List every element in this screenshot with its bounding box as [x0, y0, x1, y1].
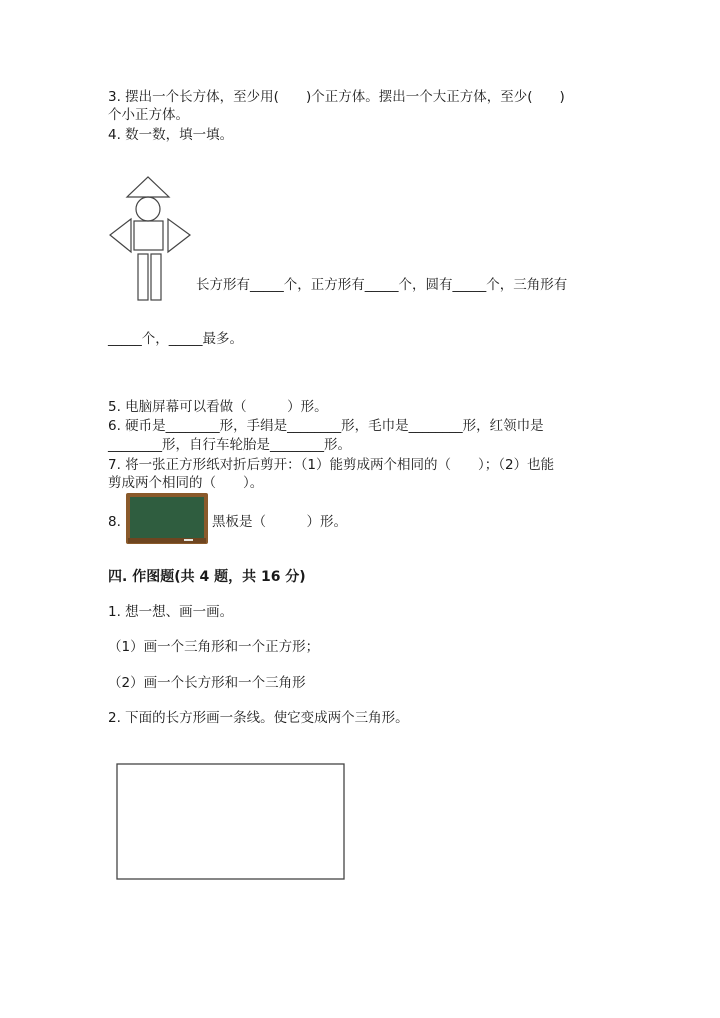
q7-line2: 剪成两个相同的（ ）。 — [108, 475, 264, 491]
drawing-rectangle — [116, 763, 346, 881]
q6-line1: 6. 硬币是________形，手绢是________形，毛巾是________形，红领巾是 — [108, 418, 544, 434]
robot-left-arm-triangle — [110, 219, 131, 252]
section4-heading: 四. 作图题(共 4 题，共 16 分) — [108, 569, 306, 585]
q5-text: 5. 电脑屏幕可以看做（ ）形。 — [108, 399, 328, 415]
robot-right-leg-rectangle — [151, 254, 161, 300]
q6-line2: ________形，自行车轮胎是________形。 — [108, 437, 351, 453]
robot-head-triangle — [127, 177, 169, 197]
robot-body-square — [134, 221, 163, 250]
q4-fill-line1: 长方形有_____个，正方形有_____个，圆有_____个，三角形有 — [196, 277, 568, 293]
section4-q1-title: 1. 想一想、画一画。 — [108, 604, 234, 620]
shape-robot-figure — [105, 172, 195, 304]
section4-q1-part1: （1）画一个三角形和一个正方形； — [108, 639, 320, 655]
q8-text: 黑板是（ ）形。 — [212, 514, 347, 530]
q8-number: 8. — [108, 514, 121, 530]
robot-right-arm-triangle — [168, 219, 190, 252]
robot-head-circle — [136, 197, 160, 221]
q3-line2: 个小正方体。 — [108, 107, 189, 123]
q3-line1: 3. 摆出一个长方体，至少用( )个正方体。摆出一个大正方体，至少( ) — [108, 89, 565, 105]
section4-q1-part2: （2）画一个长方形和一个三角形 — [108, 675, 306, 691]
q7-line1: 7. 将一张正方形纸对折后剪开：（1）能剪成两个相同的（ ）；（2）也能 — [108, 457, 555, 473]
section4-q2-title: 2. 下面的长方形画一条线。使它变成两个三角形。 — [108, 710, 409, 726]
q4-fill-line2: _____个，_____最多。 — [108, 331, 243, 347]
robot-left-leg-rectangle — [138, 254, 148, 300]
blackboard-image — [126, 493, 208, 546]
q4-title: 4. 数一数，填一填。 — [108, 127, 234, 143]
